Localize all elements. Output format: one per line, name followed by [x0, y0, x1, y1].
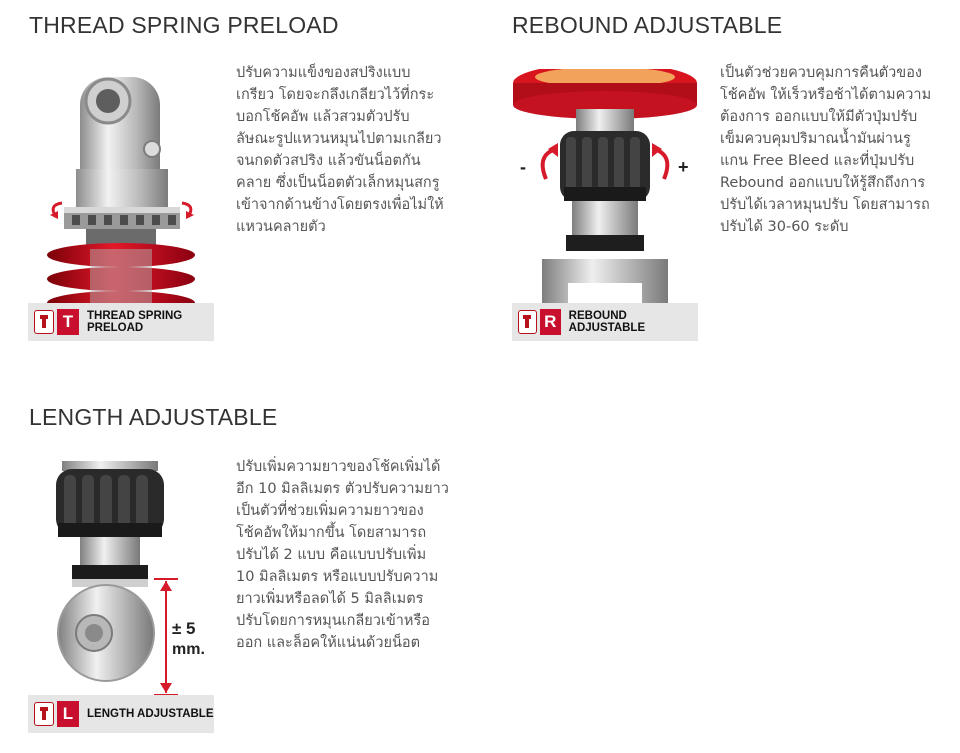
feature-description: ปรับความแข็งของสปริงแบบ เกรียว โดยจะกลึงเกลียวไว้ที่กระ บอกโช้คอัพ แล้วสวมตัวปรับ ลัษณะรูปแหวนหมุนไปตามเกลียว จนกดตัวสปริง แล้วขันน็อตกัน คลาย ซึ่งเป็นน็อตตัวเล็กหมุนสกรู เข้าจากด้านข้างโดยตรงเพื่อไม่ให้ แหวนคลายตัว [236, 65, 444, 235]
range-mark: ± 5 [172, 619, 196, 638]
thread-preload-image [28, 69, 214, 341]
feature-title: LENGTH ADJUSTABLE [29, 404, 278, 430]
feature-badge [28, 695, 214, 733]
minus-mark: - [520, 157, 526, 177]
feature-description: ปรับเพิ่มความยาวของโช้คเพิ่มได้ อีก 10 มิลลิเมตร ตัวปรับความยาว เป็นตัวที่ช่วยเพิ่มความยาวของ โช้คอัพให้มากขึ้น โดยสามารถ ปรับได้ 2 แบบ คือแบบปรับเพิ่ม 10 มิลลิเมตร หรือแบบปรับความ ยาวเพิ่มหรือลดได้ 5 มิลลิเมตร ปรับโดยการหมุนเกลียวเข้าหรือ ออก และล็อคให้แน่นด้วยน็อต [236, 459, 449, 651]
badge-letter: R [540, 309, 561, 335]
length-adjuster-illustration [28, 461, 214, 733]
feature-badge [512, 303, 698, 341]
length-adjust-image [28, 461, 214, 733]
rebound-image [512, 69, 698, 341]
badge-label: REBOUND ADJUSTABLE [568, 310, 646, 334]
shock-absorber-illustration [28, 69, 214, 341]
feature-badge [28, 303, 214, 341]
shock-adjuster-icon [34, 702, 54, 726]
plus-mark: + [678, 157, 689, 177]
shock-adjuster-icon [518, 310, 537, 334]
badge-letter: L [57, 701, 79, 727]
badge-label: LENGTH ADJUSTABLE [87, 708, 214, 720]
shock-adjuster-icon [34, 310, 54, 334]
feature-title: REBOUND ADJUSTABLE [512, 12, 783, 38]
feature-title: THREAD SPRING PRELOAD [29, 12, 339, 38]
feature-thread-spring-preload [0, 0, 480, 350]
rebound-knob-illustration [512, 69, 698, 341]
badge-letter: T [57, 309, 79, 335]
unit-mark: mm. [172, 641, 205, 658]
feature-length-adjustable [0, 395, 480, 753]
feature-rebound-adjustable [480, 0, 960, 350]
badge-label: THREAD SPRING PRELOAD [87, 310, 183, 334]
feature-description: เป็นตัวช่วยควบคุมการคืนตัวของ โช้คอัพ ให้เร็วหรือช้าได้ตามความ ต้องการ ออกแบบให้มีตัวปุ่มปรับ เข็มควบคุมปริมาณน้ำมันผ่านรู แกน Free Bleed และที่ปุ่มปรับ Rebound ออกแบบให้รู้สึกถึงการ ปรับได้เวลาหมุนปรับ โดยสามารถ ปรับได้ 30-60 ระดับ [720, 65, 932, 235]
